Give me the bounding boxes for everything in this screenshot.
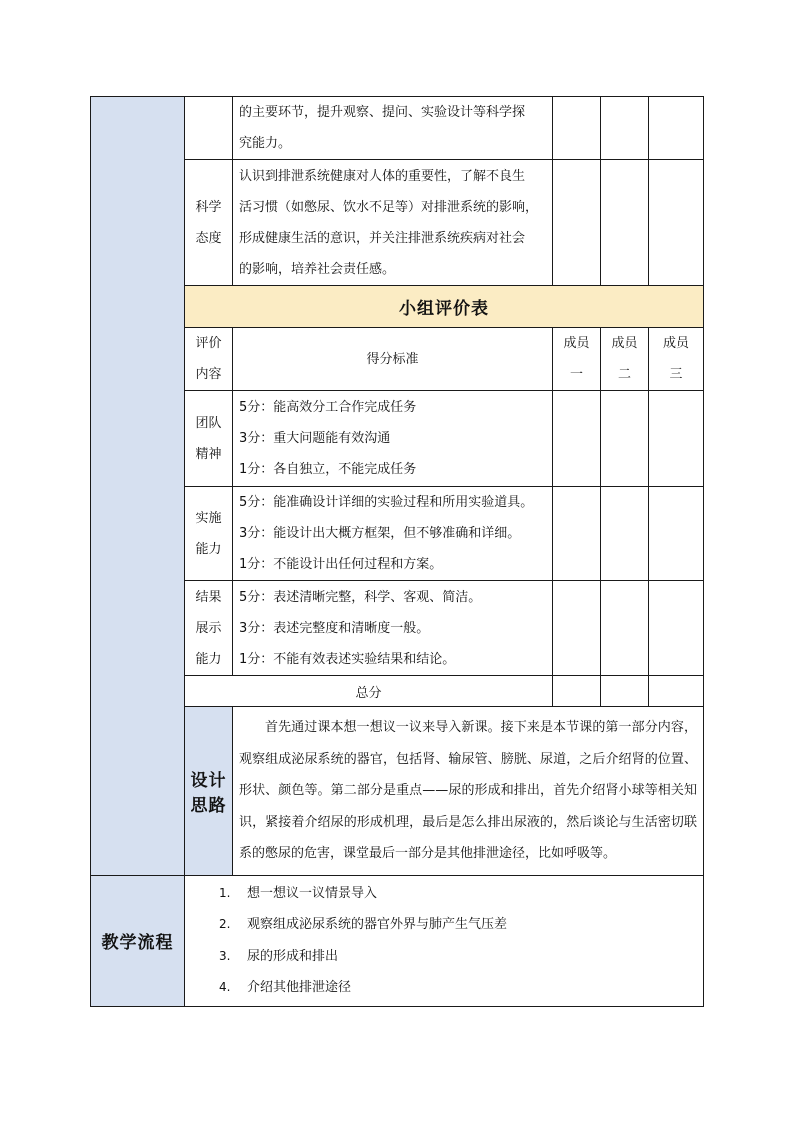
member-label-line: 一 <box>569 367 583 382</box>
eval-label-presentation <box>185 581 233 676</box>
ability-text-cell <box>233 97 553 160</box>
criteria-line: 5分：能高效分工合作完成任务 <box>239 400 417 415</box>
total-score-cell[interactable] <box>649 676 704 707</box>
flow-item-number: 1. <box>219 885 231 900</box>
attitude-label-cell <box>185 160 233 286</box>
header-member-2 <box>601 328 649 391</box>
eval-label-line: 实施 <box>195 510 222 526</box>
attitude-line: 的影响，培养社会责任感。 <box>239 261 396 277</box>
criteria-line: 5分：表述清晰完整，科学、客观、简洁。 <box>239 589 482 605</box>
score-cell[interactable] <box>553 487 601 581</box>
score-cell[interactable] <box>553 97 601 160</box>
total-label: 总分 <box>185 676 553 707</box>
attitude-text-cell <box>233 160 553 286</box>
eval-label-line: 精神 <box>195 446 222 462</box>
eval-criteria-team <box>233 391 553 487</box>
flow-item <box>219 878 697 910</box>
attitude-line: 形成健康生活的意识，并关注排泄系统疾病对社会 <box>239 230 526 246</box>
eval-label-line: 展示 <box>195 620 222 636</box>
criteria-line: 3分：表述完整度和清晰度一般。 <box>239 620 430 636</box>
member-label-line: 二 <box>617 367 631 382</box>
header-content-label-line: 内容 <box>195 367 222 382</box>
score-cell[interactable] <box>601 160 649 286</box>
criteria-line: 1分：不能有效表述实验结果和结论。 <box>239 651 456 667</box>
goals-shaded-cell <box>91 97 185 876</box>
flow-label: 教学流程 <box>91 875 185 1006</box>
score-cell[interactable] <box>649 487 704 581</box>
member-label-line: 三 <box>669 367 683 382</box>
lesson-plan-table <box>90 96 704 1007</box>
eval-label-line: 团队 <box>195 415 222 431</box>
eval-label-team <box>185 391 233 487</box>
flow-item-text: 想一想议一议情景导入 <box>247 885 378 901</box>
total-score-cell[interactable] <box>553 676 601 707</box>
eval-criteria-implementation <box>233 487 553 581</box>
design-label: 设计思路 <box>185 707 233 876</box>
member-label-line: 成员 <box>611 336 638 351</box>
score-cell[interactable] <box>649 581 704 676</box>
score-cell[interactable] <box>601 487 649 581</box>
flow-row <box>91 875 704 1006</box>
design-text: 首先通过课本想一想议一议来导入新课。接下来是本节课的第一部分内容，观察组成泌尿系统的器官，包括肾、输尿管、膀胱、尿道，之后介绍肾的位置、形状、颜色等。第二部分是重点——尿的形成和排出，首先介绍肾小球等相关知识，紧接着介绍尿的形成机理，最后是怎么排出尿液的，然后谈论与生活密切联系的憋尿的危害，课堂最后一部分是其他排泄途径，比如呼吸等。 <box>233 707 704 876</box>
attitude-line: 认识到排泄系统健康对人体的重要性，了解不良生 <box>239 168 526 184</box>
criteria-line: 1分：不能设计出任何过程和方案。 <box>239 557 443 572</box>
attitude-label-line: 科学 <box>195 199 222 215</box>
flow-item <box>219 909 697 941</box>
flow-item <box>219 941 697 973</box>
criteria-line: 3分：重大问题能有效沟通 <box>239 431 391 446</box>
flow-item-number: 2. <box>219 917 231 931</box>
flow-item <box>219 972 697 1004</box>
flow-item-text: 尿的形成和排出 <box>247 948 339 964</box>
flow-item-number: 4. <box>219 980 231 994</box>
criteria-line: 1分：各自独立，不能完成任务 <box>239 462 417 477</box>
score-cell[interactable] <box>649 391 704 487</box>
header-member-1 <box>553 328 601 391</box>
criteria-line: 3分：能设计出大概方框架，但不够准确和详细。 <box>239 526 521 541</box>
eval-label-line: 能力 <box>195 541 222 557</box>
header-member-3 <box>649 328 704 391</box>
score-cell[interactable] <box>601 391 649 487</box>
eval-criteria-presentation <box>233 581 553 676</box>
score-cell[interactable] <box>601 581 649 676</box>
flow-list <box>185 875 704 1006</box>
member-label-line: 成员 <box>662 336 689 351</box>
ability-label-cell <box>185 97 233 160</box>
flow-item-text: 介绍其他排泄途径 <box>247 980 352 995</box>
score-cell[interactable] <box>649 160 704 286</box>
attitude-line: 活习惯（如憋尿、饮水不足等）对排泄系统的影响， <box>239 199 539 215</box>
attitude-label-line: 态度 <box>195 230 222 246</box>
score-cell[interactable] <box>553 160 601 286</box>
member-label-line: 成员 <box>563 336 590 351</box>
eval-label-line: 能力 <box>195 651 222 667</box>
group-eval-title: 小组评价表 <box>185 286 704 328</box>
ability-row <box>91 97 704 160</box>
eval-label-line: 结果 <box>195 589 222 605</box>
ability-line: 的主要环节，提升观察、提问、实验设计等科学探 <box>239 105 526 120</box>
total-score-cell[interactable] <box>601 676 649 707</box>
header-content-label <box>185 328 233 391</box>
header-content-label-line: 评价 <box>195 336 222 351</box>
ability-line: 究能力。 <box>239 136 292 151</box>
score-cell[interactable] <box>649 97 704 160</box>
eval-label-implementation <box>185 487 233 581</box>
score-cell[interactable] <box>553 391 601 487</box>
score-cell[interactable] <box>601 97 649 160</box>
flow-item-number: 3. <box>219 948 231 963</box>
flow-item-text: 观察组成泌尿系统的器官外界与肺产生气压差 <box>247 917 508 932</box>
header-criteria-label: 得分标准 <box>233 328 553 391</box>
score-cell[interactable] <box>553 581 601 676</box>
criteria-line: 5分：能准确设计详细的实验过程和所用实验道具。 <box>239 495 534 510</box>
